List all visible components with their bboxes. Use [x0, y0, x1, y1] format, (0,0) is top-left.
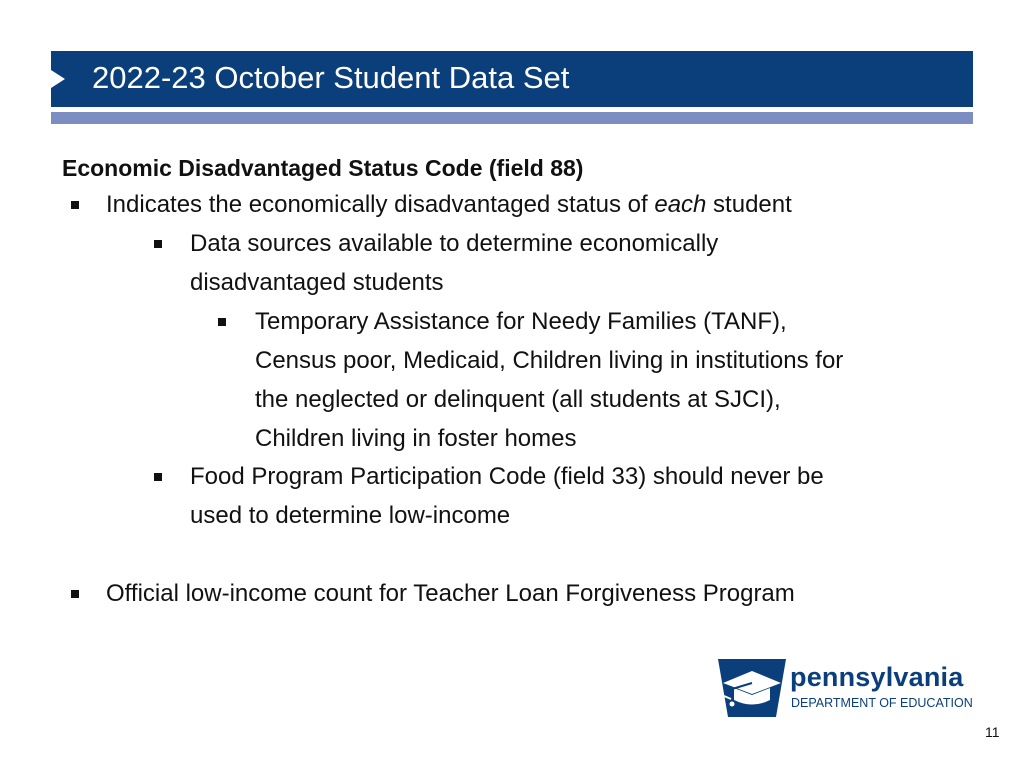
bullet-text-line: disadvantaged students — [190, 269, 444, 296]
emphasis-text: each — [654, 191, 707, 218]
bullet-text-line: Food Program Participation Code (field 33) should never be — [190, 463, 824, 490]
bullet-icon — [71, 201, 79, 209]
section-heading: Economic Disadvantaged Status Code (field 88) — [62, 155, 584, 181]
title-underline-bar — [51, 112, 973, 124]
page-number: 11 — [985, 724, 1000, 740]
bullet-text-line: Children living in foster homes — [255, 425, 577, 452]
bullet-text: student — [706, 191, 792, 218]
bullet-item — [190, 224, 718, 302]
bullet-text: Indicates the economically disadvantaged status of — [106, 191, 655, 218]
bullet-item — [190, 457, 824, 535]
bullet-text-line: Data sources available to determine economically — [190, 230, 719, 257]
logo-subtitle: DEPARTMENT OF EDUCATION — [791, 696, 973, 710]
bullet-text-line: the neglected or delinquent (all students at SJCI), — [255, 386, 781, 413]
title-arrow-icon — [51, 70, 65, 88]
bullet-item — [106, 185, 792, 224]
logo-name: pennsylvania — [790, 662, 964, 692]
bullet-icon — [218, 318, 226, 326]
slide-title: 2022-23 October Student Data Set — [92, 60, 570, 95]
bullet-text-line: used to determine low-income — [190, 502, 511, 529]
bullet-text-line: Temporary Assistance for Needy Families (TANF), — [255, 308, 787, 335]
bullet-icon — [154, 240, 162, 248]
bullet-icon — [154, 473, 162, 481]
bullet-item — [255, 302, 843, 458]
bullet-icon — [71, 590, 79, 598]
bullet-text-line: Census poor, Medicaid, Children living in institutions for — [255, 347, 844, 374]
bullet-item — [106, 574, 795, 613]
bullet-text: Official low-income count for Teacher Loan Forgiveness Program — [106, 580, 795, 607]
